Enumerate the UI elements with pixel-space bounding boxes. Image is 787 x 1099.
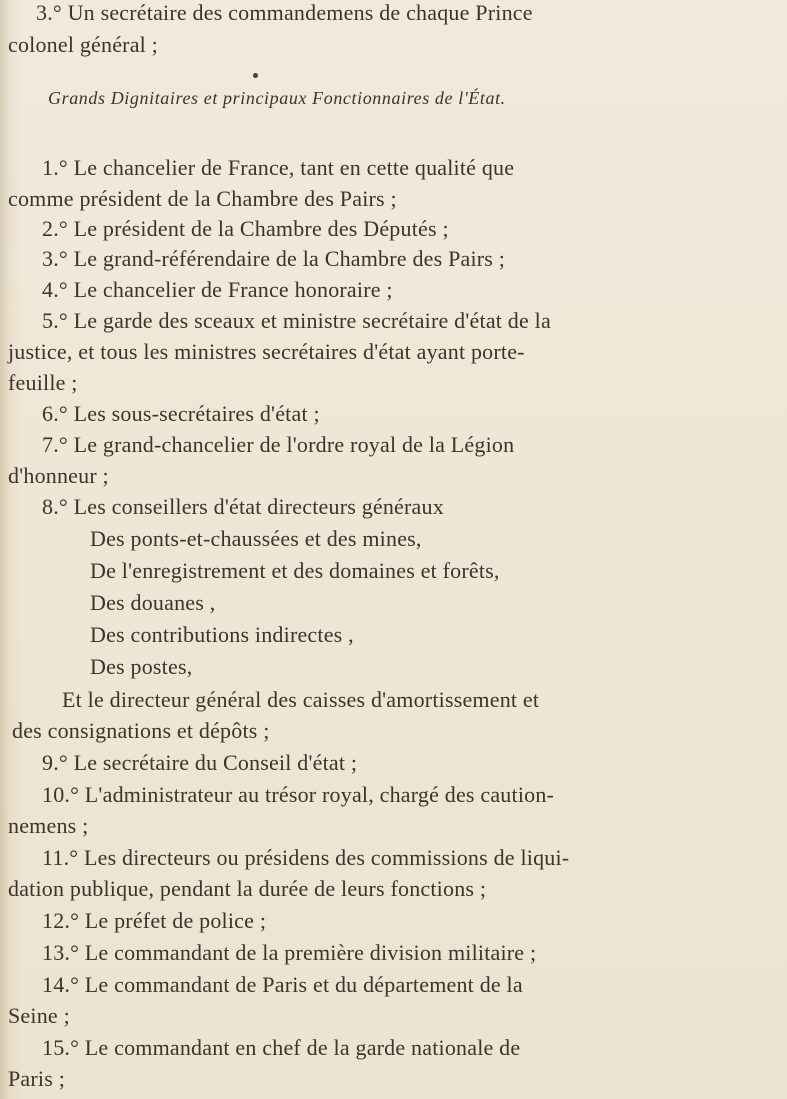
text-line-18: Des contributions indirectes ,	[90, 622, 354, 647]
section-heading: Grands Dignitaires et principaux Fonctionnaires de l'État.	[48, 88, 506, 108]
ink-dot	[253, 73, 258, 78]
text-line-29: 14.° Le commandant de Paris et du département de la	[42, 972, 523, 997]
text-line-9: justice, et tous les ministres secrétaires d'état ayant porte-	[8, 339, 525, 364]
text-line-31: 15.° Le commandant en chef de la garde nationale de	[42, 1035, 521, 1060]
text-line-25: 11.° Les directeurs ou présidens des commissions de liqui-	[42, 845, 570, 870]
text-line-30: Seine ;	[8, 1003, 70, 1028]
text-line-4: comme président de la Chambre des Pairs ;	[8, 186, 397, 211]
text-line-23: 10.° L'administrateur au trésor royal, chargé des caution-	[42, 782, 555, 807]
text-line-21: des consignations et dépôts ;	[12, 718, 270, 743]
text-line-6: 3.° Le grand-référendaire de la Chambre des Pairs ;	[42, 246, 506, 271]
text-line-27: 12.° Le préfet de police ;	[42, 908, 267, 933]
text-line-32: Paris ;	[8, 1066, 66, 1091]
text-line-16: De l'enregistrement et des domaines et forêts,	[90, 558, 500, 583]
text-line-1-content: 3.° Un secrétaire des commandemens de chaque Prince	[36, 0, 533, 25]
text-line-13: d'honneur ;	[8, 463, 109, 488]
text-line-26: dation publique, pendant la durée de leurs fonctions ;	[8, 876, 487, 901]
text-line-11: 6.° Les sous-secrétaires d'état ;	[42, 401, 320, 426]
text-line-28: 13.° Le commandant de la première division militaire ;	[42, 940, 537, 965]
text-line-17: Des douanes ,	[90, 590, 216, 615]
text-line-7: 4.° Le chancelier de France honoraire ;	[42, 277, 393, 302]
text-line-22: 9.° Le secrétaire du Conseil d'état ;	[42, 750, 358, 775]
text-line-10: feuille ;	[8, 370, 78, 395]
text-line-19: Des postes,	[90, 654, 193, 679]
text-line-1	[36, 2, 686, 24]
text-line-2: colonel général ;	[8, 32, 158, 57]
text-line-3: 1.° Le chancelier de France, tant en cette qualité que	[42, 155, 515, 180]
text-line-24: nemens ;	[8, 813, 89, 838]
text-line-12: 7.° Le grand-chancelier de l'ordre royal de la Légion	[42, 432, 515, 457]
text-line-14: 8.° Les conseillers d'état directeurs généraux	[42, 494, 444, 519]
text-line-8: 5.° Le garde des sceaux et ministre secrétaire d'état de la	[42, 308, 551, 333]
text-line-5: 2.° Le président de la Chambre des Députés ;	[42, 216, 449, 241]
text-line-15: Des ponts-et-chaussées et des mines,	[90, 526, 422, 551]
text-line-20: Et le directeur général des caisses d'amortissement et	[62, 687, 540, 712]
